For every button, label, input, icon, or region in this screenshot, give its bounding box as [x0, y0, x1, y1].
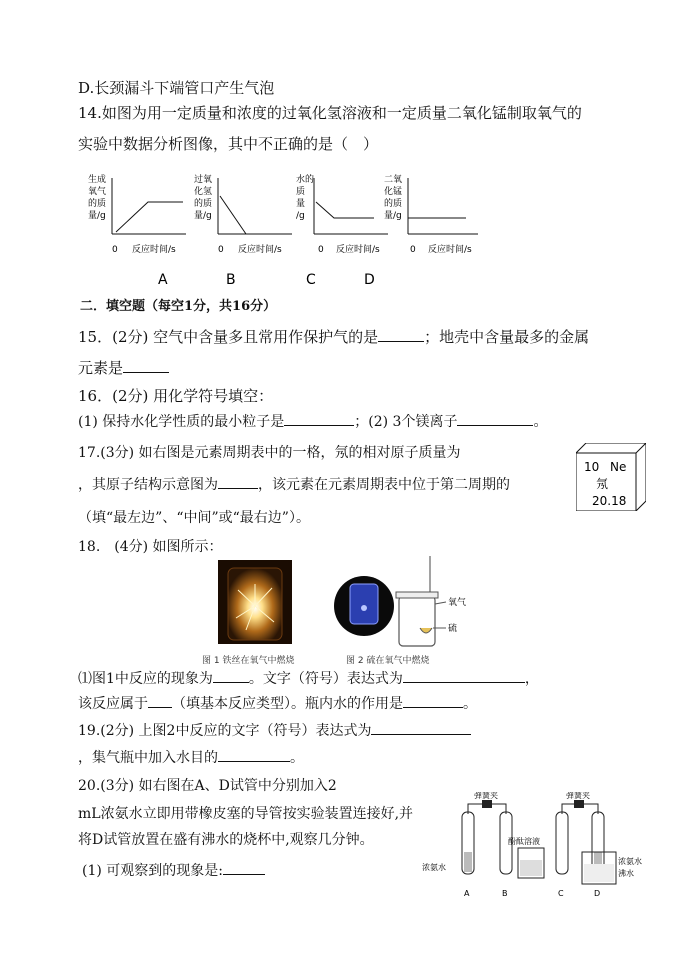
graph-a — [88, 173, 186, 288]
element-symbol: Ne — [610, 460, 627, 474]
ammonia-apparatus-diagram — [418, 792, 648, 902]
question-17-line2 — [78, 474, 510, 495]
question-18-part2 — [78, 693, 477, 714]
ammonia-right-label: 浓氨水 — [618, 857, 642, 866]
graph-c-ylabel-1: 水的 — [296, 175, 315, 185]
phenol-label: 酚酞溶液 — [508, 837, 540, 846]
q19-blank-2[interactable] — [218, 747, 290, 762]
tube-label-a: A — [464, 889, 470, 898]
graph-a-curve — [116, 202, 183, 232]
graph-d — [364, 173, 478, 288]
figure-2-sulfur-burning — [334, 556, 484, 648]
question-18-part1 — [78, 668, 539, 689]
graph-c-ylabel-3: 量 — [296, 199, 306, 209]
q18-1-text-b: 。文字（符号）表达式为 — [248, 671, 403, 687]
question-15-line2 — [78, 358, 169, 378]
graph-d-ylabel-1: 二氧 — [384, 175, 403, 185]
ammonia-left-label: 浓氨水 — [422, 863, 446, 872]
section-title: 二．填空题（每空1分，共16分） — [80, 299, 277, 314]
question-15-line1 — [78, 327, 589, 347]
question-14-line1: 14.如图为用一定质量和浓度的过氧化氢溶液和一定质量二氧化锰制取氧气的 — [78, 104, 582, 122]
q18-blank-4[interactable] — [403, 693, 463, 708]
element-number: 10 — [584, 460, 600, 474]
question-14-line2: 实验中数据分析图像，其中不正确的是（ ） — [78, 135, 379, 153]
q19-text-c: 。 — [290, 750, 304, 766]
graph-c — [296, 173, 388, 288]
clamp-1-label: 弹簧夹 — [474, 792, 498, 800]
element-mass: 20.18 — [592, 494, 627, 508]
question-20-line1: 20.(3分) 如右图在A、D试管中分别加入2 — [78, 778, 337, 794]
question-17-line1: 17.(3分) 如右图是元素周期表中的一格，氖的相对原子质量为 — [78, 445, 461, 461]
q19-text-a: 19.(2分) 上图2中反应的文字（符号）表达式为 — [78, 723, 372, 739]
q17-text-c: ，该元素在元素周期表中位于第二周期的 — [258, 477, 510, 493]
boiling-water-label: 沸水 — [618, 869, 634, 878]
graph-d-ylabel-4: 量/g — [384, 211, 402, 221]
question-19-line2 — [78, 747, 304, 768]
graph-d-ylabel-3: 的质 — [384, 199, 403, 209]
graph-c-ylabel-2: 质 — [296, 187, 306, 197]
q18-blank-3[interactable] — [148, 693, 172, 708]
q16-part1-text: (1) 保持水化学性质的最小粒子是 — [78, 414, 285, 430]
graph-b-ylabel-1: 过氧 — [194, 175, 213, 185]
tube-label-b: B — [502, 889, 508, 898]
q15-blank-1[interactable] — [378, 327, 424, 342]
graph-c-origin: 0 — [318, 245, 324, 255]
q20-1-text: (1) 可观察到的现象是: — [82, 863, 223, 879]
question-18: 18. (4分) 如图所示： — [78, 539, 223, 555]
figure-2-caption: 图 2 硫在氧气中燃烧 — [346, 656, 430, 666]
graph-b-ylabel-3: 的质 — [194, 199, 213, 209]
periodic-table-cell — [576, 443, 646, 511]
tube-label-d: D — [594, 889, 601, 898]
graph-c-letter: C — [306, 272, 316, 288]
graph-a-xlabel: 反应时间/s — [132, 245, 176, 255]
graph-b-ylabel-4: 量/g — [194, 211, 212, 221]
q18-2-text-b: （填基本反应类型）。瓶内水的作用是 — [172, 696, 403, 712]
graph-d-ylabel-2: 化锰 — [384, 187, 403, 197]
q19-text-b: ，集气瓶中加入水目的 — [78, 750, 218, 766]
graph-a-ylabel-4: 量/g — [88, 211, 106, 221]
q18-blank-2[interactable] — [403, 668, 525, 683]
q16-end: 。 — [533, 414, 548, 430]
q16-blank-1[interactable] — [284, 411, 354, 426]
clamp-2-label: 弹簧夹 — [566, 792, 590, 800]
question-20-part1 — [82, 860, 265, 881]
fig2-label-sulfur: 硫 — [448, 624, 458, 634]
q15-blank-2[interactable] — [123, 358, 169, 373]
question-19-line1 — [78, 720, 471, 741]
graph-a-origin: 0 — [112, 245, 118, 255]
q17-blank[interactable] — [218, 474, 258, 489]
option-d: D.长颈漏斗下端管口产生气泡 — [78, 79, 275, 97]
graph-d-origin: 0 — [410, 245, 416, 255]
question-20-line2: mL浓氨水立即用带橡皮塞的导管按实验装置连接好,并 — [78, 806, 414, 822]
question-17-line3: （填“最左边”、“中间”或“最右边”）。 — [78, 510, 310, 526]
q19-blank-1[interactable] — [371, 720, 471, 735]
graph-a-ylabel-2: 氧气 — [88, 187, 107, 197]
question-20-line3: 将D试管放置在盛有沸水的烧杯中,观察几分钟。 — [78, 832, 374, 848]
q18-2-text-a: 该反应属于 — [78, 696, 148, 712]
q18-1-text-c: ， — [524, 671, 539, 687]
graph-c-ylabel-4: /g — [296, 211, 305, 221]
graph-d-letter: D — [364, 272, 375, 288]
q15-text-a: 15．(2分) 空气中含量多且常用作保护气的是 — [78, 328, 379, 346]
graph-a-ylabel-1: 生成 — [88, 175, 107, 185]
q17-text-b: ，其原子结构示意图为 — [78, 477, 218, 493]
graph-b-origin: 0 — [218, 245, 224, 255]
graph-b-curve — [220, 196, 246, 234]
element-name: 氖 — [596, 477, 609, 491]
q18-1-text-a: ⑴图1中反应的现象为 — [78, 671, 213, 687]
q14-graphs — [86, 168, 486, 288]
question-16-parts — [78, 411, 547, 432]
graph-b-letter: B — [226, 272, 236, 288]
tube-label-c: C — [558, 889, 564, 898]
fig2-label-oxygen: 氧气 — [448, 598, 467, 608]
figure-1-caption: 图 1 铁丝在氧气中燃烧 — [202, 656, 295, 666]
figure-1-iron-burning — [218, 560, 292, 644]
graph-c-xlabel: 反应时间/s — [336, 245, 380, 255]
graph-a-letter: A — [158, 272, 168, 288]
q15-text-b: ；地壳中含量最多的金属 — [424, 328, 590, 346]
graph-c-curve — [316, 202, 374, 218]
question-16: 16．(2分) 用化学符号填空： — [78, 387, 274, 405]
q16-part2-text: ；(2) 3个镁离子 — [354, 414, 458, 430]
tube-c — [556, 812, 568, 874]
graph-b — [194, 173, 292, 288]
graph-a-ylabel-3: 的质 — [88, 199, 107, 209]
q20-blank-1[interactable] — [223, 860, 265, 875]
q18-blank-1[interactable] — [213, 668, 249, 683]
graph-d-xlabel: 反应时间/s — [428, 245, 472, 255]
q15-text-c: 元素是 — [78, 359, 124, 377]
graph-b-xlabel: 反应时间/s — [238, 245, 282, 255]
graph-b-ylabel-2: 化氢 — [194, 187, 213, 197]
q18-2-text-c: 。 — [463, 696, 477, 712]
q16-blank-2[interactable] — [457, 411, 533, 426]
